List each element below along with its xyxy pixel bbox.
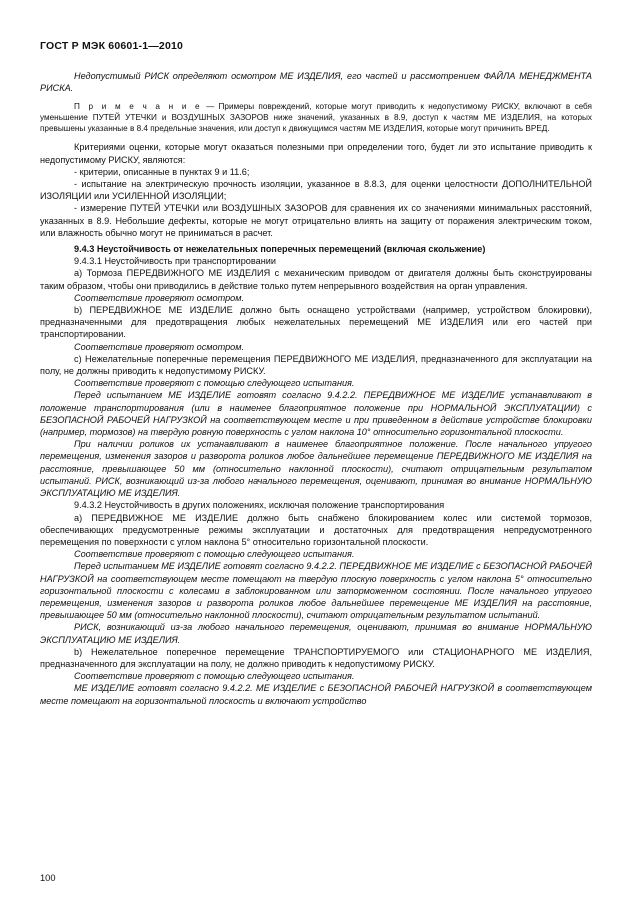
paragraph: b) ПЕРЕДВИЖНОЕ МЕ ИЗДЕЛИЕ должно быть оснащено устройствами (например, устройством блокировки), предназначенными для предотвращения любых нежелательных перемещений МЕ ИЗДЕЛИЯ или его частей при транспортировании. bbox=[40, 305, 592, 340]
list-item: - критерии, описанные в пунктах 9 и 11.6; bbox=[74, 166, 250, 177]
test-procedure: РИСК, возникающий из-за любого начального перемещения, оценивают, принимая во внимание НОРМАЛЬНУЮ ЭКСПЛУАТАЦИЮ МЕ ИЗДЕЛИЯ. bbox=[40, 622, 592, 645]
list-item: - испытание на электрическую прочность изоляции, указанное в 8.8.3, для оценки целостности ДОПОЛНИТЕЛЬНОЙ ИЗОЛЯЦИИ или УСИЛЕННОЙ ИЗОЛЯЦИИ; bbox=[40, 179, 592, 202]
subsection-heading-9-4-3-1: 9.4.3.1 Неустойчивость при транспортировании bbox=[74, 256, 276, 267]
compliance-statement: Соответствие проверяют осмотром. bbox=[74, 292, 245, 303]
compliance-statement: Соответствие проверяют с помощью следующего испытания. bbox=[74, 671, 355, 682]
standard-header: ГОСТ Р МЭК 60601-1—2010 bbox=[40, 40, 184, 52]
section-heading-9-4-3: 9.4.3 Неустойчивость от нежелательных поперечных перемещений (включая скольжение) bbox=[74, 244, 486, 255]
paragraph: a) Тормоза ПЕРЕДВИЖНОГО МЕ ИЗДЕЛИЯ с механическим приводом от двигателя должны быть сконструированы таким образом, чтобы они приводились в действие только путем непрерывного воздействия на орган управления. bbox=[40, 268, 592, 291]
test-procedure: Перед испытанием МЕ ИЗДЕЛИЕ готовят согласно 9.4.2.2. ПЕРЕДВИЖНОЕ МЕ ИЗДЕЛИЕ с БЕЗОПАСНОЙ РАБОЧЕЙ НАГРУЗКОЙ на соответствующем месте помещают на твердую плоскую поверхность с углом наклона 5° относительно горизонтальной плоскости с колесами в заблокированном или заторможенном состоянии. После начального упругого перемещения, изменения зазоров и разворота роликов любое дальнейшее перемещение МЕ ИЗДЕЛИЯ на расстояние, превышающее 50 мм (относительно наклонной плоскости), считают отрицательным результатом испытаний. bbox=[40, 561, 592, 621]
paragraph: a) ПЕРЕДВИЖНОЕ МЕ ИЗДЕЛИЕ должно быть снабжено блокированием колес или системой тормозов, обеспечивающих предусмотренные режимы эксплуатации и достаточных для предотвращения непредусмотренного перемещения по поверхности с углом наклона 5° относительно горизонтальной плоскости. bbox=[40, 512, 592, 547]
test-procedure: МЕ ИЗДЕЛИЕ готовят согласно 9.4.2.2. МЕ ИЗДЕЛИЕ с БЕЗОПАСНОЙ РАБОЧЕЙ НАГРУЗКОЙ в соответствующем месте помещают на горизонтальной плоскость и включают устройство bbox=[40, 683, 592, 706]
compliance-statement: Соответствие проверяют осмотром. bbox=[74, 341, 245, 352]
paragraph: c) Нежелательные поперечные перемещения ПЕРЕДВИЖНОГО МЕ ИЗДЕЛИЯ, предназначенного для эксплуатации на полу, не должны приводить к недопустимому РИСКУ. bbox=[40, 353, 592, 377]
compliance-statement: Соответствие проверяют с помощью следующего испытания. bbox=[74, 378, 355, 389]
paragraph: b) Нежелательное поперечное перемещение ТРАНСПОРТИРУЕМОГО или СТАЦИОНАРНОГО МЕ ИЗДЕЛИЯ, предназначенного для эксплуатации на полу, не должно приводить к недопустимому РИСКУ. bbox=[40, 646, 592, 669]
paragraph-risk-inspection: Недопустимый РИСК определяют осмотром МЕ ИЗДЕЛИЯ, его частей и рассмотрением ФАЙЛА МЕНЕДЖМЕНТА РИСКА. bbox=[40, 71, 592, 94]
test-procedure: Перед испытанием МЕ ИЗДЕЛИЕ готовят согласно 9.4.2.2. ПЕРЕДВИЖНОЕ МЕ ИЗДЕЛИЕ устанавливают в положение транспортирования (или в наименее благоприятное положение при НОРМАЛЬНОЙ ЭКСПЛУАТАЦИИ) с БЕЗОПАСНОЙ РАБОЧЕЙ НАГРУЗКОЙ на соответствующем месте и при приведенном в действие устройстве блокировки (например, тормозов) на твердую ровную поверхность с углом наклона 10° относительно горизонтальной плоскости. bbox=[40, 390, 592, 438]
paragraph-criteria: Критериями оценки, которые могут оказаться полезными при определении того, будет ли это испытание приводить к недопустимому РИСКУ, являются: bbox=[40, 142, 592, 165]
note-block bbox=[40, 101, 592, 134]
compliance-statement: Соответствие проверяют с помощью следующего испытания. bbox=[74, 549, 355, 560]
page-number: 100 bbox=[40, 873, 56, 883]
subsection-heading-9-4-3-2: 9.4.3.2 Неустойчивость в других положениях, исключая положение транспортирования bbox=[74, 500, 445, 511]
test-procedure: При наличии роликов их устанавливают в наименее благоприятное положение. После начального упругого перемещения, изменения зазоров и разворота роликов любое дальнейшее перемещение ПЕРЕДВИЖНОГО МЕ ИЗДЕЛИЯ на расстояние, превышающее 50 мм (относительно наклонной плоскости), считают отрицательным результатом испытаний. РИСК, возникающий из-за любого начального перемещения, оценивают, принимая во внимание НОРМАЛЬНУЮ ЭКСПЛУАТАЦИЮ МЕ ИЗДЕЛИЯ. bbox=[40, 439, 592, 499]
list-item: - измерение ПУТЕЙ УТЕЧКИ или ВОЗДУШНЫХ ЗАЗОРОВ для сравнения их со значениями минимальных расстояний, указанных в 8.9. Небольшие дефекты, которые не могут отрицательно влиять на защиту от поражения электрическим током, или влажность обычно могут не приниматься в расчет. bbox=[40, 203, 592, 238]
document-page bbox=[40, 40, 592, 707]
note-text: — Примеры повреждений, которые могут приводить к недопустимому РИСКУ, включают в себя уменьшение ПУТЕЙ УТЕЧКИ и ВОЗДУШНЫХ ЗАЗОРОВ ниже значений, указанных в 8.9, доступ к частям МЕ ИЗДЕЛИЯ, на которых превышены указанные в 8.4 предельные значения, или доступ к движущимся частям МЕ ИЗДЕЛИЯ, которые могут причинить ВРЕД. bbox=[40, 102, 592, 134]
note-label: П р и м е ч а н и е bbox=[74, 102, 202, 112]
